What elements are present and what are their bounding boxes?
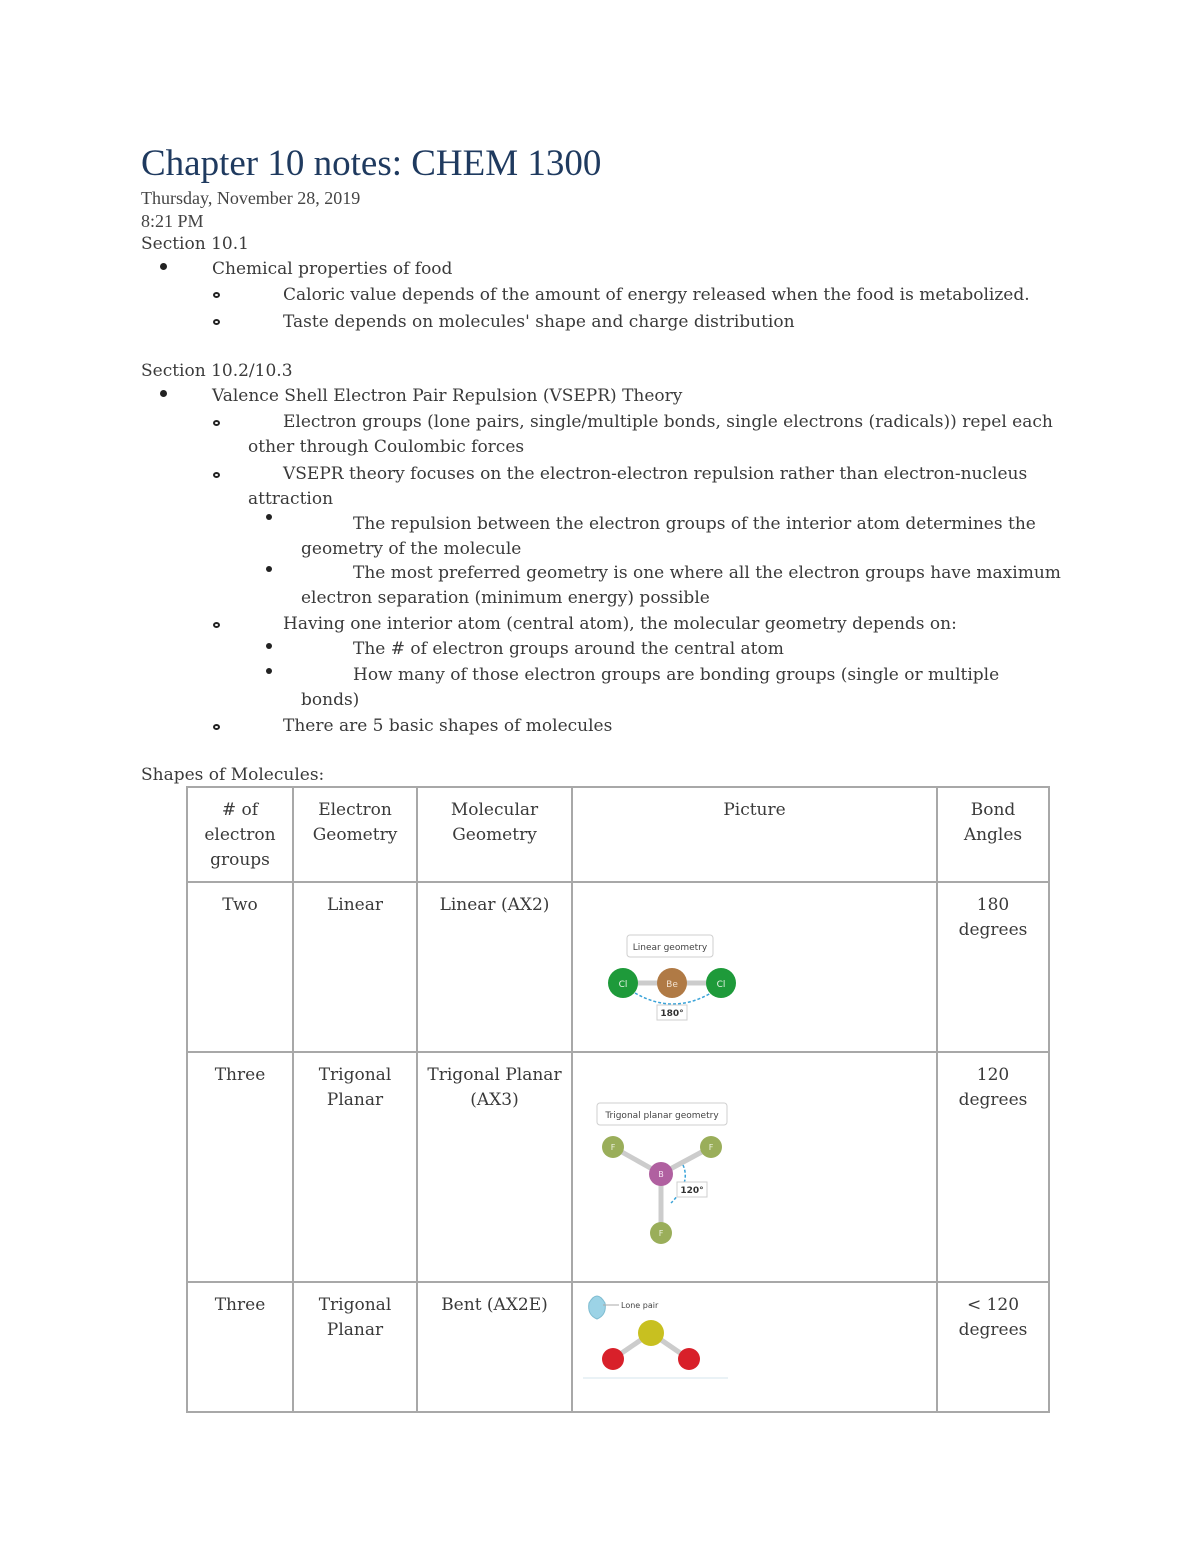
list-item-continuation: electron separation (minimum energy) possible [301, 588, 710, 608]
bullet-icon [160, 263, 167, 270]
list-item: The repulsion between the electron groups of the interior atom determines the [353, 514, 1036, 534]
bent-geometry-diagram [573, 1283, 933, 1403]
header-electron-groups: # of electron groups [187, 787, 293, 882]
oxygen-atom [678, 1348, 700, 1370]
cell-groups: Three [187, 1052, 293, 1282]
hollow-bullet-icon [213, 472, 220, 478]
list-item: Chemical properties of food [212, 259, 453, 279]
cell-molecular-geometry: Trigonal Planar (AX3) [417, 1052, 572, 1282]
list-item: The # of electron groups around the central atom [353, 639, 784, 659]
list-item: Valence Shell Electron Pair Repulsion (VSEPR) Theory [212, 386, 683, 406]
list-item: VSEPR theory focuses on the electron-electron repulsion rather than electron-nucleus [283, 464, 1028, 484]
list-item-continuation: bonds) [301, 690, 360, 710]
cell-molecular-geometry: Linear (AX2) [417, 882, 572, 1052]
cell-picture [572, 1052, 937, 1282]
hollow-bullet-icon [213, 420, 220, 426]
hollow-bullet-icon [213, 724, 220, 730]
bullet-icon [266, 668, 272, 674]
atom-label: F [610, 1143, 616, 1152]
section-heading-10-2: Section 10.2/10.3 [141, 361, 293, 381]
list-item: There are 5 basic shapes of molecules [283, 716, 613, 736]
list-item-continuation: attraction [248, 489, 334, 509]
angle-label: 120° [680, 1186, 704, 1196]
table-header-row [187, 787, 1049, 882]
geometry-label: Trigonal planar geometry [605, 1111, 719, 1121]
header-bond-angles: Bond Angles [937, 787, 1049, 882]
cell-electron-geometry: Trigonal Planar [293, 1052, 417, 1282]
hollow-bullet-icon [213, 292, 220, 298]
cell-groups: Two [187, 882, 293, 1052]
cell-electron-geometry: Linear [293, 882, 417, 1052]
atom-label: B [658, 1170, 664, 1179]
table-row [187, 1282, 1049, 1412]
list-item-continuation: geometry of the molecule [301, 539, 522, 559]
oxygen-atom [602, 1348, 624, 1370]
bullet-icon [266, 643, 272, 649]
cell-molecular-geometry: Bent (AX2E) [417, 1282, 572, 1412]
geometry-label: Linear geometry [632, 943, 708, 953]
list-item: Caloric value depends of the amount of energy released when the food is metabolized. [283, 285, 1030, 305]
list-item: Having one interior atom (central atom), the molecular geometry depends on: [283, 614, 957, 634]
linear-geometry-diagram [573, 883, 933, 1043]
list-item-continuation: other through Coulombic forces [248, 437, 525, 457]
table-row [187, 1052, 1049, 1282]
cell-groups: Three [187, 1282, 293, 1412]
angle-label: 180° [660, 1009, 684, 1019]
date-text: Thursday, November 28, 2019 [141, 188, 361, 208]
header-molecular-geometry: Molecular Geometry [417, 787, 572, 882]
atom-label: Be [666, 980, 678, 990]
bullet-icon [160, 390, 167, 397]
atom-label: F [708, 1143, 714, 1152]
atom-label: F [658, 1229, 664, 1238]
hollow-bullet-icon [213, 319, 220, 325]
shapes-table [186, 786, 1050, 1413]
trigonal-planar-diagram [573, 1053, 933, 1273]
bullet-icon [266, 566, 272, 572]
list-item: Taste depends on molecules' shape and charge distribution [283, 312, 795, 332]
lone-pair-label: Lone pair [621, 1301, 659, 1310]
header-electron-geometry: Electron Geometry [293, 787, 417, 882]
cell-bond-angles: 180 degrees [937, 882, 1049, 1052]
bullet-icon [266, 514, 272, 520]
header-picture: Picture [572, 787, 937, 882]
cell-bond-angles: 120 degrees [937, 1052, 1049, 1282]
cell-picture [572, 1282, 937, 1412]
time-text: 8:21 PM [141, 211, 204, 231]
section-heading-10-1: Section 10.1 [141, 234, 249, 254]
shapes-heading: Shapes of Molecules: [141, 765, 325, 785]
atom-label: Cl [716, 980, 726, 990]
atom-label: Cl [618, 980, 628, 990]
cell-picture [572, 882, 937, 1052]
cell-electron-geometry: Trigonal Planar [293, 1282, 417, 1412]
lone-pair-icon [589, 1296, 606, 1319]
sulfur-atom [638, 1320, 664, 1346]
list-item: Electron groups (lone pairs, single/multiple bonds, single electrons (radicals)) repel each [283, 412, 1053, 432]
list-item: How many of those electron groups are bonding groups (single or multiple [353, 665, 1000, 685]
list-item: The most preferred geometry is one where all the electron groups have maximum [353, 563, 1061, 583]
page-title: Chapter 10 notes: CHEM 1300 [141, 143, 602, 184]
hollow-bullet-icon [213, 622, 220, 628]
table-row [187, 882, 1049, 1052]
cell-bond-angles: < 120 degrees [937, 1282, 1049, 1412]
